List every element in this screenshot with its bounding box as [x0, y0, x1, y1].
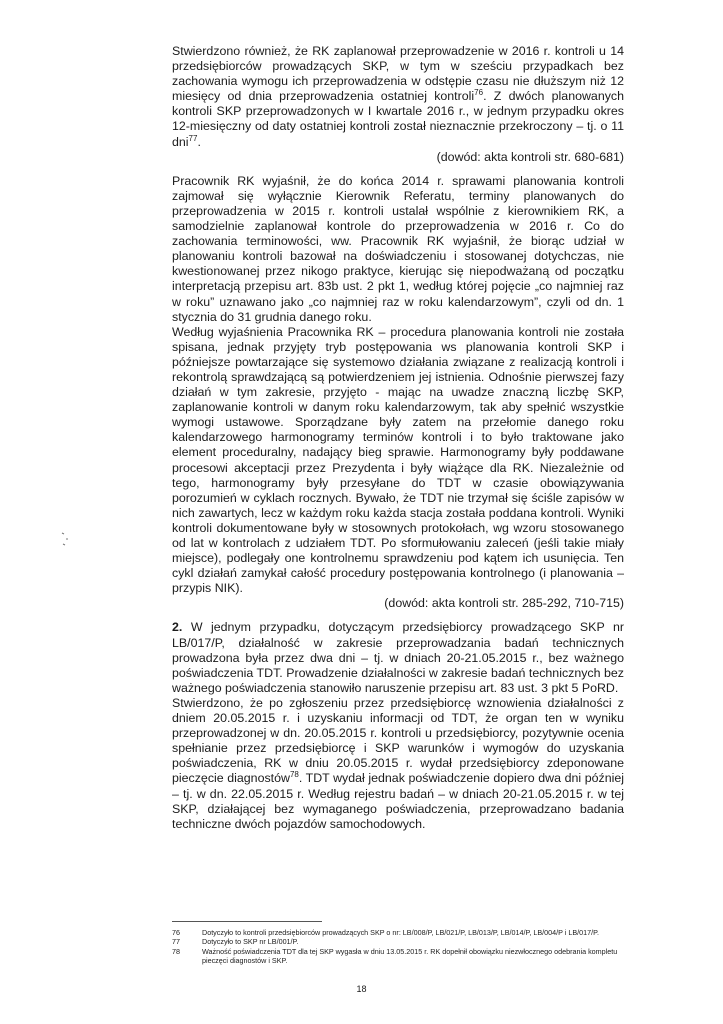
footnotes — [172, 928, 624, 966]
paragraph-stamps: Stwierdzono, że po zgłoszeniu przez przedsiębiorcę wznowienia działalności z dniem 20.05.2015 r. i uzyskaniu informacji od TDT, że organ ten w wyniku przeprowadzonej w dn. 20.05.2015 r. kontroli u przedsiębiorcy, pozytywnie ocenia spełnianie przez przedsiębiorcę i SKP warunków i wymogów do uzyskania poświadczenia, RK w dniu 20.05.2015 r. wydał przedsiębiorcy zdeponowane pieczęcie diagnostów$^{78}$. TDT wydał jednak poświadczenie dopiero dwa dni później – tj. w dn. 22.05.2015 r. Według rejestru badań – w dniach 20-21.05.2015 r. w tej SKP, działającej bez wymaganego poświadczenia, przeprowadzano badania techniczne dwóch pojazdów samochodowych. — [172, 695, 624, 831]
point-2-paragraph: 2. W jednym przypadku, dotyczącym przedsiębiorcy prowadzącego SKP nr LB/017/P, działalność w zakresie przeprowadzania badań technicznych prowadzona była przez dwa dni – tj. w dniach 20-21.05.2015 r., bez ważnego poświadczenia TDT. Prowadzenie działalności w zakresie badań technicznych bez ważnego poświadczenia stanowiło naruszenie przepisu art. 83 ust. 3 pkt 5 PoRD. — [172, 620, 624, 695]
footnote-76: 76 Dotyczyło to kontroli przedsiębiorców prowadzących SKP o nr: LB/008/P, LB/021/P, LB/013/P, LB/014/P, LB/004/P i LB/017/P. — [172, 928, 600, 937]
paragraph-employee-explanation: Pracownik RK wyjaśnił, że do końca 2014 r. sprawami planowania kontroli zajmował się wyłącznie Kierownik Referatu, terminy planowanych do przeprowadzenia w 2015 r. kontroli ustalał wspólnie z kierownikiem RK, a samodzielnie zaplanował kontrole do przeprowadzenia w 2016 r. Co do zachowania terminowości, ww. Pracownik RK wyjaśnił, że biorąc udział w planowaniu kontroli bazował na doświadczeniu i stosowanej dotychczas, nie kwestionowanej przez nikogo praktyce, kierując się niepodważaną od początku interpretacją przepisu art. 83b ust. 2 pkt 1, według której pojęcie „co najmniej raz w roku” uznawano jako „co najmniej raz w roku kalendarzowym”, czyli od dn. 1 stycznia do 31 grudnia danego roku. — [172, 173, 624, 324]
paragraph-procedure-explanation: Według wyjaśnienia Pracownika RK – procedura planowania kontroli nie została spisana, jednak przyjęty tryb postępowania ws planowania kontroli SKP i późniejsze powtarzające się systemowo działania związane z realizacją kontroli i rekontrolą sprawdzającą są potwierdzeniem jej istnienia. Odnośnie pierwszej fazy działań w tym zakresie, przyjęto - mając na uwadze znaczną liczbę SKP, zaplanowanie kontroli w danym roku kalendarzowym, tak aby spełnić wszystkie wymogi ustawowe. Sporządzane były zatem na przełomie danego roku kalendarzowego harmonogramy terminów kontroli i to było traktowane jako element proceduralny, nadający bieg sprawie. Harmonogramy były poddawane procesowi akceptacji przez Prezydenta i były wiążące dla RK. Niezależnie od tego, harmonogramy były przesyłane do TDT w czasie obowiązywania porozumień w cyklach rocznych. Bywało, że TDT nie trzymał się ściśle zapisów w nich zawartych, lecz w każdym roku każda stacja została poddana kontroli. Wyniki kontroli dokumentowane były w stosownych protokołach, wg wzoru stosowanego od lat w kontrolach z udziałem TDT. Po sformułowaniu zaleceń (jeśli takie miały miejsce), podlegały one kontrolnemu sprawdzeniu pod kątem ich usunięcia. Ten cykl działań zamykał całość procedury postępowania kontrolnego (i planowania – przypis NIK). — [172, 324, 624, 596]
footnote-78: 78 Ważność poświadczenia TDT dla tej SKP wygasła w dniu 13.05.2015 r. RK dopełnił obowiązku niezwłocznego odebrania kompletu pieczęci diagnostów i SKP. — [172, 946, 618, 966]
margin-mark — [60, 530, 74, 548]
footnote-separator — [172, 921, 322, 922]
footnote-ref-78: 78 — [289, 770, 299, 780]
point-2-number: 2. — [172, 620, 183, 635]
evidence-note-2: (dowód: akta kontroli str. 285-292, 710-715) — [384, 596, 624, 611]
footnote-77: 77 Dotyczyło to SKP nr LB/001/P. — [172, 937, 299, 947]
page-number: 18 — [356, 984, 367, 994]
paragraph-planning-2016: Stwierdzono również, że RK zaplanował przeprowadzenie w 2016 r. kontroli u 14 przedsiębiorców prowadzących SKP, w tym w sześciu przypadkach bez zachowania wymogu ich przeprowadzenia w odstępie czasu nie dłuższym niż 12 miesięcy od dnia przeprowadzenia ostatniej kontroli$^{76}$. Z dwóch planowanych kontroli SKP przeprowadzonych w I kwartale 2016 r., w jednym przypadku okres 12-miesięczny od daty ostatniej kontroli został nieznacznie przekroczony – tj. o 11 dni$^{77}$. — [172, 44, 624, 149]
evidence-note-1: (dowód: akta kontroli str. 680-681) — [436, 149, 624, 164]
main-text — [172, 44, 624, 832]
footnote-ref-77: 77 — [188, 133, 198, 143]
footnote-ref-76: 76 — [474, 88, 484, 98]
